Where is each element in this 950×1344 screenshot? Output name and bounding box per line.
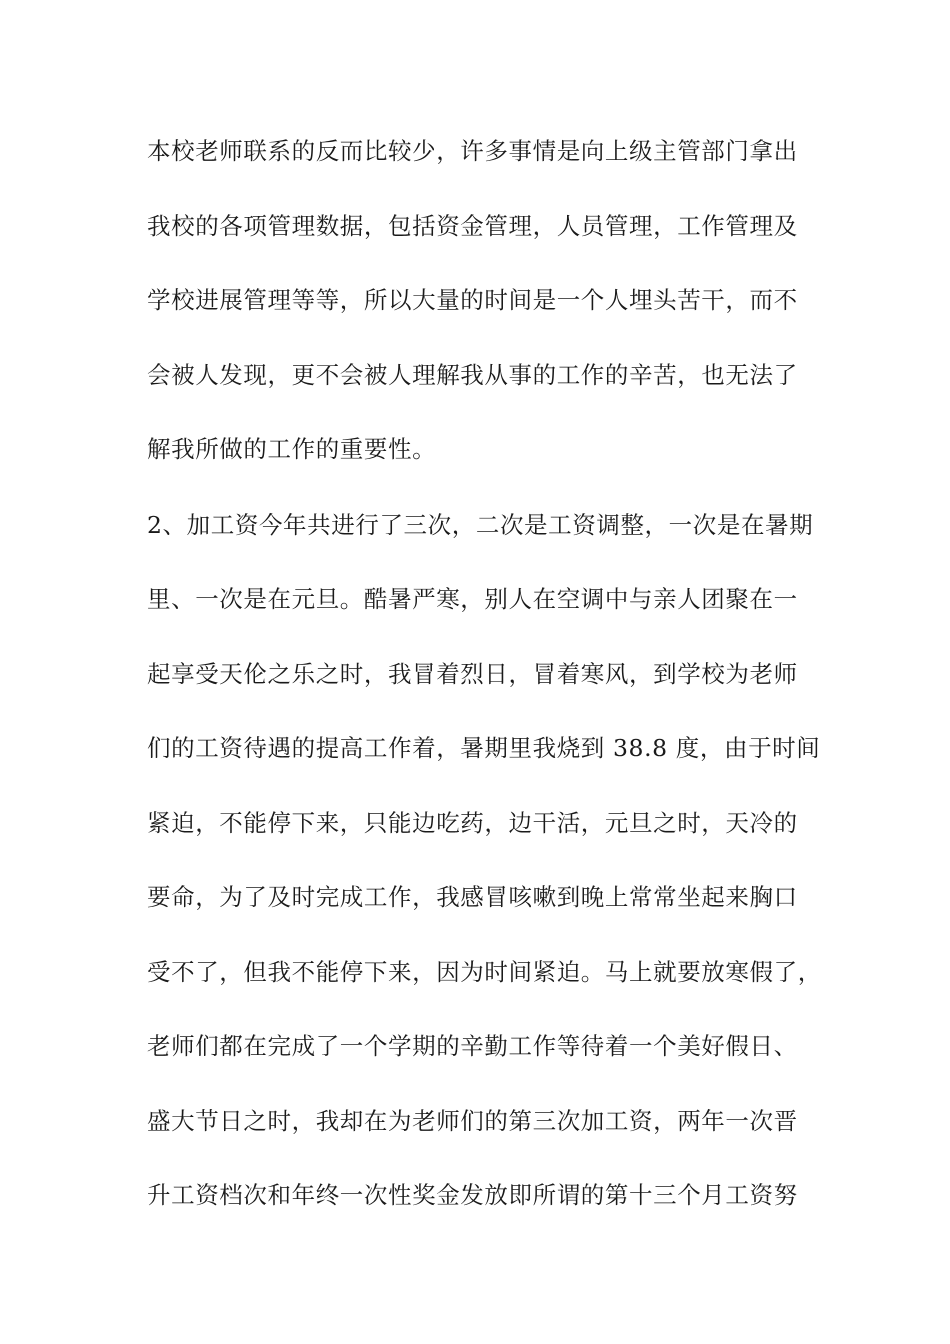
text-line: 老师们都在完成了一个学期的辛勤工作等待着一个美好假日、 [147,1032,798,1060]
text-line: 学校进展管理等等，所以大量的时间是一个人埋头苦干，而不 [147,286,798,314]
text-line: 盛大节日之时，我却在为老师们的第三次加工资，两年一次晋 [147,1107,798,1135]
text-line: 本校老师联系的反而比较少，许多事情是向上级主管部门拿出 [147,137,798,165]
text-line: 我校的各项管理数据，包括资金管理，人员管理，工作管理及 [147,212,798,240]
text-line: 2、加工资今年共进行了三次，二次是工资调整，一次是在暑期 [147,511,814,539]
text-line: 里、一次是在元旦。酷暑严寒，别人在空调中与亲人团聚在一 [147,585,798,613]
text-line: 会被人发现，更不会被人理解我从事的工作的辛苦，也无法了 [147,361,798,389]
text-line: 紧迫，不能停下来，只能边吃药，边干活，元旦之时，天冷的 [147,809,798,837]
text-line: 们的工资待遇的提高工作着，暑期里我烧到 38.8 度，由于时间 [147,734,821,762]
text-line: 升工资档次和年终一次性奖金发放即所谓的第十三个月工资努 [147,1181,798,1209]
text-line: 要命，为了及时完成工作，我感冒咳嗽到晚上常常坐起来胸口 [147,883,798,911]
text-line: 起享受天伦之乐之时，我冒着烈日，冒着寒风，到学校为老师 [147,660,798,688]
text-line: 受不了，但我不能停下来，因为时间紧迫。马上就要放寒假了， [147,958,822,986]
text-line: 解我所做的工作的重要性。 [147,435,437,463]
